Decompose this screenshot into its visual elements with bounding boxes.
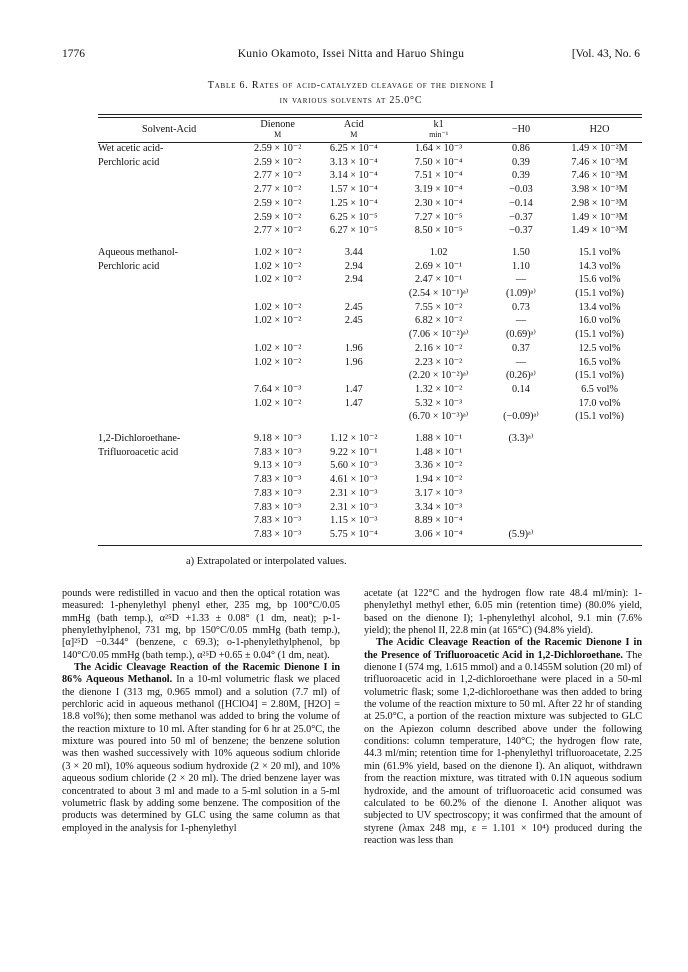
cell-h0: 0.14	[512, 383, 530, 395]
table-top-rule	[98, 114, 642, 115]
cell-acid	[315, 328, 392, 342]
running-authors: Kunio Okamoto, Issei Nitta and Haruo Shingu	[237, 48, 465, 60]
cell-dienone: 7.83 × 10⁻³	[254, 487, 302, 499]
cell-dienone: 1.02 × 10⁻²	[254, 397, 302, 409]
cell-h2o	[557, 446, 642, 460]
cell-dienone: 2.59 × 10⁻²	[254, 197, 302, 209]
cell-rate: 3.06 × 10⁻⁴	[414, 528, 463, 540]
table-row	[98, 432, 642, 446]
table-row	[98, 514, 642, 528]
cell-acid: 2.45	[344, 315, 363, 327]
cell-rate: 8.50 × 10⁻⁵	[414, 225, 463, 237]
cell-h2o: 15.6 vol%	[578, 274, 621, 286]
header-solvent: Solvent-Acid	[141, 123, 197, 135]
cell-dienone	[240, 410, 315, 424]
cell-dienone: 7.83 × 10⁻³	[254, 446, 302, 458]
cell-acid: 6.25 × 10⁻⁴	[329, 143, 378, 154]
cell-h2o: 3.98 × 10⁻³M	[571, 184, 628, 196]
cell-h0: −0.14	[509, 197, 533, 209]
cell-h2o: 12.5 vol%	[578, 342, 621, 354]
table-caption	[62, 78, 640, 108]
table-row	[98, 260, 642, 274]
table-row	[98, 383, 642, 397]
cell-dienone: 1.02 × 10⁻²	[254, 301, 302, 313]
cell-h2o	[557, 459, 642, 473]
cell-dienone: 1.02 × 10⁻²	[254, 260, 302, 272]
cell-solvent: Perchloric acid	[98, 156, 160, 168]
cell-rate: (2.54 × 10⁻¹)ᵃ⁾	[408, 288, 469, 300]
cell-h2o	[557, 487, 642, 501]
cell-acid: 1.47	[344, 397, 363, 409]
cell-rate: 2.23 × 10⁻²	[414, 356, 463, 368]
cell-solvent	[98, 183, 240, 197]
cell-rate: 1.94 × 10⁻²	[414, 474, 463, 486]
cell-h0	[485, 459, 557, 473]
cell-h2o: 1.49 × 10⁻³M	[571, 211, 628, 223]
cell-acid: 5.75 × 10⁻⁴	[329, 528, 378, 540]
cell-rate: 3.17 × 10⁻³	[414, 487, 463, 499]
cell-solvent	[98, 328, 240, 342]
cell-h0: —	[515, 274, 527, 286]
cell-h0	[485, 446, 557, 460]
cell-dienone: 2.59 × 10⁻²	[254, 143, 302, 154]
table-caption-line-2: in various solvents at 25.0°C	[279, 95, 423, 106]
table-row	[98, 446, 642, 460]
cell-acid	[315, 369, 392, 383]
cell-dienone	[240, 328, 315, 342]
cell-acid: 1.12 × 10⁻²	[330, 433, 378, 445]
cell-dienone: 1.02 × 10⁻²	[254, 342, 302, 354]
cell-solvent: Wet acetic acid-	[98, 143, 164, 154]
cell-h2o: 13.4 vol%	[578, 301, 621, 313]
group-spacer	[98, 424, 642, 432]
cell-solvent	[98, 211, 240, 225]
table-row	[98, 273, 642, 287]
cell-h0	[485, 473, 557, 487]
cell-dienone: 2.59 × 10⁻²	[254, 211, 302, 223]
cell-h0	[485, 501, 557, 515]
cell-acid: 3.44	[344, 246, 363, 258]
cell-h0: 0.86	[512, 143, 530, 154]
cell-solvent	[98, 169, 240, 183]
cell-dienone: 1.02 × 10⁻²	[254, 315, 302, 327]
cell-dienone: 1.02 × 10⁻²	[254, 274, 302, 286]
cell-dienone: 9.18 × 10⁻³	[254, 433, 302, 445]
cell-h2o: 7.46 × 10⁻³M	[571, 156, 628, 168]
cell-h0: (−0.09)ᵃ⁾	[503, 411, 539, 423]
cell-rate: 7.55 × 10⁻²	[414, 301, 463, 313]
cell-rate: 1.64 × 10⁻³	[414, 143, 463, 154]
cell-rate: 1.48 × 10⁻¹	[414, 446, 463, 458]
cell-dienone: 2.77 × 10⁻²	[254, 184, 302, 196]
table-row	[98, 238, 642, 246]
cell-rate: 3.19 × 10⁻⁴	[414, 184, 463, 196]
header-h2o: H2O	[589, 123, 610, 135]
cell-h2o: 17.0 vol%	[578, 397, 621, 409]
cell-h0: 1.50	[512, 246, 530, 258]
cell-acid	[315, 287, 392, 301]
cell-h2o	[557, 514, 642, 528]
cell-h2o: 14.3 vol%	[578, 260, 621, 272]
cell-solvent	[98, 342, 240, 356]
left-paragraph-1: pounds were redistilled in vacuo and then the optical rotation was measured: 1-phenylethyl phenyl ether, 235 mg, bp 100°C/0.05 mmHg (bath temp.), α²⁵D +1.33 ± 0.08° (1 dm, neat); p-1-phenylethylphenol, 731 mg, bp 150°C/0.05 mmHg (bath temp.), [α]²⁵D −0.344° (benzene, c 69.3); o-1-phenylethylphenol, bp 140°C/0.05 mmHg (bath temp.), α²⁵D +0.65 ± 0.04° (1 dm, neat).	[62, 588, 340, 661]
cell-acid: 6.27 × 10⁻⁵	[329, 225, 378, 237]
cell-acid: 3.14 × 10⁻⁴	[329, 170, 378, 182]
cell-h0	[485, 514, 557, 528]
cell-rate: 7.27 × 10⁻⁵	[414, 211, 463, 223]
cell-h0: —	[515, 356, 527, 368]
cell-acid: 2.94	[344, 274, 363, 286]
cell-rate: (2.20 × 10⁻²)ᵃ⁾	[408, 370, 469, 382]
header-dienone	[240, 117, 315, 142]
cell-solvent: Trifluoroacetic acid	[98, 446, 179, 458]
cell-solvent: 1,2-Dichloroethane-	[98, 433, 181, 445]
cell-acid: 1.96	[344, 356, 363, 368]
cell-h0	[485, 487, 557, 501]
cell-solvent	[98, 314, 240, 328]
table-row	[98, 142, 642, 156]
cell-h2o: 16.0 vol%	[578, 315, 621, 327]
cell-h0: 0.73	[512, 301, 530, 313]
table-row	[98, 328, 642, 342]
table-row	[98, 156, 642, 170]
table-row	[98, 410, 642, 424]
cell-dienone: 1.02 × 10⁻²	[254, 356, 302, 368]
cell-rate: 1.02	[429, 246, 448, 258]
table-row	[98, 528, 642, 542]
cell-h2o: 1.49 × 10⁻²M	[571, 143, 628, 154]
header-dienone-unit: M	[274, 129, 282, 139]
table-row	[98, 424, 642, 432]
cell-h2o: (15.1 vol%)	[575, 329, 624, 341]
cell-h2o	[557, 432, 642, 446]
cell-acid: 1.96	[344, 342, 363, 354]
cell-acid: 1.15 × 10⁻³	[330, 515, 378, 527]
cell-solvent: Perchloric acid	[98, 260, 160, 272]
table-row	[98, 287, 642, 301]
cell-h2o	[557, 473, 642, 487]
cell-dienone: 7.83 × 10⁻³	[254, 528, 302, 540]
cell-rate: 1.88 × 10⁻¹	[414, 433, 463, 445]
cell-dienone: 2.77 × 10⁻²	[254, 225, 302, 237]
cell-dienone: 7.83 × 10⁻³	[254, 501, 302, 513]
cell-h2o: 16.5 vol%	[578, 356, 621, 368]
cell-h2o: 1.49 × 10⁻³M	[571, 225, 628, 237]
cell-solvent	[98, 383, 240, 397]
header-h0: −H0	[511, 123, 531, 135]
table-row	[98, 169, 642, 183]
cell-dienone: 2.77 × 10⁻²	[254, 170, 302, 182]
cell-rate: 2.30 × 10⁻⁴	[414, 197, 463, 209]
cell-h0: (5.9)ᵃ⁾	[508, 528, 534, 540]
cell-h2o: (15.1 vol%)	[575, 288, 624, 300]
header-acid-label: Acid	[343, 118, 364, 130]
cell-solvent	[98, 287, 240, 301]
cell-rate: 6.82 × 10⁻²	[414, 315, 463, 327]
cell-acid: 1.47	[344, 383, 363, 395]
page-number: 1776	[62, 48, 85, 60]
cell-h0: 0.39	[512, 156, 530, 168]
cell-acid: 2.31 × 10⁻³	[330, 487, 378, 499]
cell-solvent	[98, 514, 240, 528]
table-row	[98, 501, 642, 515]
cell-h0: 0.39	[512, 170, 530, 182]
cell-dienone: 2.59 × 10⁻²	[254, 156, 302, 168]
cell-dienone	[240, 287, 315, 301]
table-row	[98, 356, 642, 370]
cell-h2o: 6.5 vol%	[581, 383, 618, 395]
cell-acid: 4.61 × 10⁻³	[330, 474, 378, 486]
cell-solvent	[98, 410, 240, 424]
table-bottom-rule	[98, 545, 642, 546]
cell-rate: 3.36 × 10⁻²	[414, 460, 463, 472]
cell-h2o: (15.1 vol%)	[575, 370, 624, 382]
cell-rate: (6.70 × 10⁻³)ᵃ⁾	[408, 411, 469, 423]
cell-solvent: Aqueous methanol-	[98, 246, 179, 258]
header-acid-unit: M	[350, 129, 358, 139]
cell-acid: 5.60 × 10⁻³	[330, 460, 378, 472]
cell-solvent	[98, 197, 240, 211]
cell-h0: 1.10	[512, 260, 530, 272]
header-rate-unit: min⁻¹	[429, 129, 449, 139]
table-row	[98, 459, 642, 473]
cell-dienone: 9.13 × 10⁻³	[254, 460, 302, 472]
cell-rate: 7.50 × 10⁻⁴	[414, 156, 463, 168]
table-row	[98, 369, 642, 383]
volume-label: [Vol. 43, No. 6	[571, 48, 640, 60]
cell-acid	[315, 410, 392, 424]
cell-dienone: 7.64 × 10⁻³	[254, 383, 302, 395]
cell-rate: 5.32 × 10⁻³	[414, 397, 463, 409]
left-column	[62, 588, 340, 835]
cell-solvent	[98, 369, 240, 383]
table-caption-line-1: Table 6. Rates of acid-catalyzed cleavage of the dienone I	[207, 80, 495, 91]
table-row	[98, 246, 642, 260]
cell-solvent	[98, 273, 240, 287]
cell-rate: (7.06 × 10⁻²)ᵃ⁾	[408, 329, 469, 341]
cell-dienone: 7.83 × 10⁻³	[254, 515, 302, 527]
cell-h0: −0.03	[509, 184, 533, 196]
table-row	[98, 224, 642, 238]
cell-rate: 2.16 × 10⁻²	[414, 342, 463, 354]
table-row	[98, 314, 642, 328]
left-section-heading: The Acidic Cleavage Reaction of the Racemic Dienone I in 86% Aqueous Methanol.	[62, 662, 340, 686]
cell-acid: 2.94	[344, 260, 363, 272]
cell-acid: 1.25 × 10⁻⁴	[329, 197, 378, 209]
cell-h0: (0.26)ᵃ⁾	[505, 370, 536, 382]
cell-h0: (1.09)ᵃ⁾	[505, 288, 536, 300]
right-section-heading: The Acidic Cleavage Reaction of the Racemic Dienone I in the Presence of Trifluoroacetic Acid in 1,2-Dichloroethane.	[364, 637, 642, 661]
header-acid	[315, 117, 392, 142]
table-row	[98, 197, 642, 211]
header-dienone-label: Dienone	[260, 118, 295, 130]
cell-h2o: 15.1 vol%	[578, 246, 621, 258]
cell-h0: 0.37	[512, 342, 530, 354]
cell-solvent	[98, 301, 240, 315]
cell-rate: 3.34 × 10⁻³	[414, 501, 463, 513]
table-row	[98, 211, 642, 225]
right-paragraph-1: acetate (at 122°C and the hydrogen flow rate 48.4 ml/min): 1-phenylethyl methyl ether, 6.05 min (retention time) (80.0% yield, based on the dienone I); 1-phenylethyl alcohol, 9.1 min (7.6% yield); the phenol II, 22.8 min (at 165°C) (94.8% yield).	[364, 588, 642, 637]
cell-solvent	[98, 501, 240, 515]
cell-h2o	[557, 528, 642, 542]
table-footnote: a) Extrapolated or interpolated values.	[186, 556, 347, 567]
cell-acid: 1.57 × 10⁻⁴	[329, 184, 378, 196]
header-rate	[392, 117, 484, 142]
cell-h0	[485, 397, 557, 411]
cell-h0: (0.69)ᵃ⁾	[505, 329, 536, 341]
table-row	[98, 487, 642, 501]
rate-table	[98, 117, 642, 542]
cell-acid: 9.22 × 10⁻¹	[330, 446, 378, 458]
cell-rate: 7.51 × 10⁻⁴	[414, 170, 463, 182]
right-column	[364, 588, 642, 847]
cell-h2o: 2.98 × 10⁻³M	[571, 197, 628, 209]
left-paragraph-2-text: In a 10-ml volumetric flask we placed the dienone I (313 mg, 0.965 mmol) and a solution (7.7 ml) of perchloric acid in aqueous methanol ([HClO4] = 2.80M, [H2O] = 18.8 vol%); then some methanol was added to bring the volume of the reaction mixture to 10 ml. After standing for 6 hr at 25.0°C, the mixture was poured into 50 ml of benzene; the benzene solution was then washed successively with 10% aqueous sodium chloride (3 × 20 ml), 10% aqueous sodium hydroxide (2 × 20 ml), and 10% aqueous sodium chloride (2 × 20 ml). The dried benzene layer was concentrated to about 3 ml and made to a 5-ml solution in a 5-ml volumetric flask by adding some benzene. The composition of the products was determined by GLC using the same column as that employed in the analysis for 1-phenylethyl	[62, 674, 340, 834]
cell-rate: 1.32 × 10⁻²	[414, 383, 463, 395]
cell-dienone: 7.83 × 10⁻³	[254, 474, 302, 486]
cell-acid: 2.31 × 10⁻³	[330, 501, 378, 513]
cell-rate: 2.47 × 10⁻¹	[414, 274, 463, 286]
table-row	[98, 342, 642, 356]
right-paragraph-2-text: The dienone I (574 mg, 1.615 mmol) and a 0.1455M solution (20 ml) of trifluoroacetic acid in 1,2-dichloroethane were placed in a 50-ml volumetric flask; some 1,2-dichloroethane was then added to bring the volume of the reaction mixture to 50 ml. After 22 hr of standing at 25.0°C, a portion of the reaction mixture was subjected to GLC on the Apiezon column described above under the following conditions: column temperature, 140°C; the hydrogen flow rate, 44.3 ml/min; retention time for 1-phenylethyl trifluoroacetate, 2.25 min (61.9% yield, based on the dienone I). An aliquot, withdrawn from the reaction mixture, was titrated with 0.1N aqueous sodium hydroxide, and the amount of trifluoroacetic acid consumed was calculated to be 60.2% of the dienone I. Another aliquot was subjected to UV spectroscopy; it was confirmed that the amount of styrene (λmax 248 mμ, ε = 1.101 × 10⁴) produced during the reaction was less than	[364, 649, 643, 846]
cell-h0: (3.3)ᵃ⁾	[508, 433, 534, 445]
cell-dienone	[240, 369, 315, 383]
cell-dienone: 1.02 × 10⁻²	[254, 246, 302, 258]
cell-solvent	[98, 224, 240, 238]
cell-acid: 6.25 × 10⁻⁵	[329, 211, 378, 223]
cell-h2o: (15.1 vol%)	[575, 411, 624, 423]
table-row	[98, 301, 642, 315]
cell-rate: 2.69 × 10⁻¹	[414, 260, 463, 272]
table-row	[98, 397, 642, 411]
table-header-row	[98, 117, 642, 142]
cell-h0: —	[515, 315, 527, 327]
right-paragraph-2	[364, 637, 642, 847]
cell-solvent	[98, 356, 240, 370]
cell-solvent	[98, 397, 240, 411]
cell-solvent	[98, 487, 240, 501]
table-row	[98, 183, 642, 197]
cell-solvent	[98, 473, 240, 487]
cell-acid: 2.45	[344, 301, 363, 313]
cell-h0: −0.37	[509, 225, 533, 237]
left-paragraph-2	[62, 662, 340, 835]
table-row	[98, 473, 642, 487]
cell-acid: 3.13 × 10⁻⁴	[329, 156, 378, 168]
header-rate-label: k1	[433, 118, 444, 130]
cell-h0: −0.37	[509, 211, 533, 223]
group-spacer	[98, 238, 642, 246]
cell-solvent	[98, 528, 240, 542]
cell-h2o: 7.46 × 10⁻³M	[571, 170, 628, 182]
cell-h2o	[557, 501, 642, 515]
cell-rate: 8.89 × 10⁻⁴	[414, 515, 463, 527]
cell-solvent	[98, 459, 240, 473]
